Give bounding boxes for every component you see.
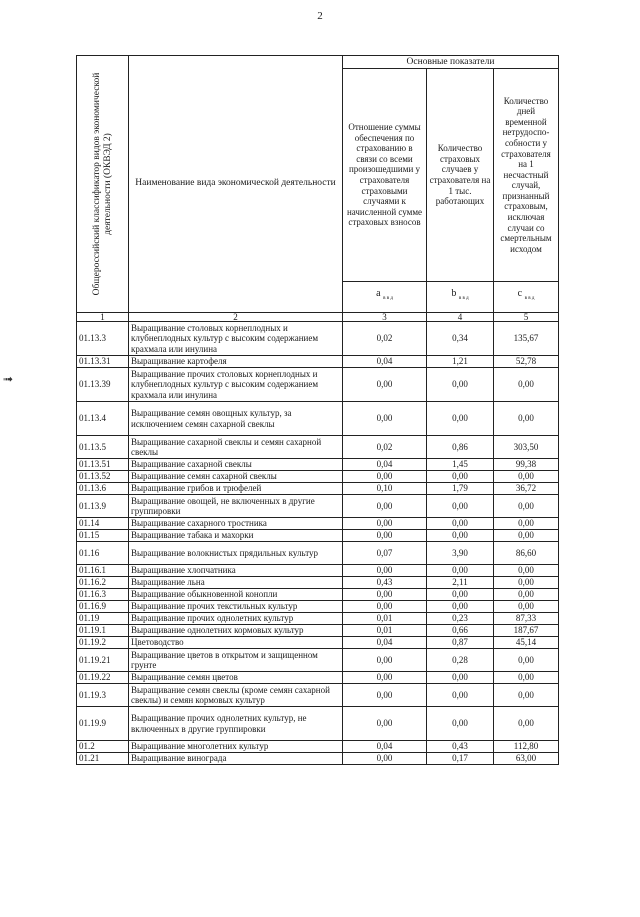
value-c: 99,38 xyxy=(494,459,559,471)
value-a: 0,02 xyxy=(343,436,427,459)
activity-name: Выращивание прочих текстильных культур xyxy=(129,601,343,613)
value-c: 0,00 xyxy=(494,368,559,402)
value-c: 0,00 xyxy=(494,672,559,684)
value-c: 112,80 xyxy=(494,741,559,753)
value-b: 0,23 xyxy=(427,613,494,625)
value-b: 0,66 xyxy=(427,625,494,637)
value-a: 0,00 xyxy=(343,589,427,601)
value-a: 0,00 xyxy=(343,649,427,672)
okved-code: 01.16.3 xyxy=(77,589,129,601)
value-b: 0,17 xyxy=(427,753,494,765)
main-indicators-header: Основные показатели xyxy=(343,56,559,69)
okved-code: 01.14 xyxy=(77,518,129,530)
table-row xyxy=(77,577,559,589)
okved-code: 01.16 xyxy=(77,542,129,565)
table-row xyxy=(77,495,559,518)
table-row xyxy=(77,589,559,601)
value-c: 187,67 xyxy=(494,625,559,637)
activity-name: Выращивание льна xyxy=(129,577,343,589)
value-a: 0,00 xyxy=(343,518,427,530)
okved-column-header-text: Общероссийский классификатор видов экономической деятельности (ОКВЭД 2) xyxy=(91,72,113,296)
value-a: 0,00 xyxy=(343,402,427,436)
okved-code: 01.13.4 xyxy=(77,402,129,436)
page-number: 2 xyxy=(317,10,323,22)
table-row xyxy=(77,625,559,637)
okved-code: 01.16.9 xyxy=(77,601,129,613)
table-row xyxy=(77,471,559,483)
activity-name-column-header: Наименование вида экономической деятельности xyxy=(129,56,343,313)
indicator-c-symbol: c $_{в в д}$ xyxy=(494,282,559,313)
value-a: 0,00 xyxy=(343,672,427,684)
value-c: 0,00 xyxy=(494,495,559,518)
value-c: 0,00 xyxy=(494,402,559,436)
table-row xyxy=(77,649,559,672)
activity-name: Выращивание семян сахарной свеклы xyxy=(129,471,343,483)
okved-code: 01.16.2 xyxy=(77,577,129,589)
indicator-a-symbol: a $_{в в д}$ xyxy=(343,282,427,313)
value-c: 63,00 xyxy=(494,753,559,765)
value-c: 135,67 xyxy=(494,322,559,356)
value-b: 0,86 xyxy=(427,436,494,459)
value-a: 0,43 xyxy=(343,577,427,589)
value-c: 86,60 xyxy=(494,542,559,565)
table-row xyxy=(77,542,559,565)
activity-name: Выращивание семян свеклы (кроме семян сахарной свеклы) и семян кормовых культур xyxy=(129,684,343,707)
value-b: 0,43 xyxy=(427,741,494,753)
okved-code: 01.19.22 xyxy=(77,672,129,684)
value-a: 0,00 xyxy=(343,495,427,518)
okved-code: 01.19.1 xyxy=(77,625,129,637)
table-row xyxy=(77,613,559,625)
value-a: 0,00 xyxy=(343,368,427,402)
value-a: 0,00 xyxy=(343,601,427,613)
activity-name: Выращивание семян овощных культур, за исключением семян сахарной свеклы xyxy=(129,402,343,436)
activity-name: Выращивание картофеля xyxy=(129,356,343,368)
value-b: 0,28 xyxy=(427,649,494,672)
value-b: 0,00 xyxy=(427,565,494,577)
value-b: 0,00 xyxy=(427,601,494,613)
margin-arrow-mark: ➟ xyxy=(3,372,14,386)
value-b: 0,00 xyxy=(427,518,494,530)
value-b: 0,87 xyxy=(427,637,494,649)
value-b: 3,90 xyxy=(427,542,494,565)
value-a: 0,04 xyxy=(343,741,427,753)
okved-code: 01.19.21 xyxy=(77,649,129,672)
value-b: 0,00 xyxy=(427,530,494,542)
activity-name: Выращивание столовых корнеплодных и клубнеплодных культур с высоким содержанием крахмала или инулина xyxy=(129,322,343,356)
value-a: 0,00 xyxy=(343,707,427,741)
okved-code: 01.2 xyxy=(77,741,129,753)
value-c: 0,00 xyxy=(494,707,559,741)
activity-name: Цветоводство xyxy=(129,637,343,649)
activity-name: Выращивание семян цветов xyxy=(129,672,343,684)
okved-code: 01.13.31 xyxy=(77,356,129,368)
activity-name: Выращивание прочих столовых корнеплодных и клубнеплодных культур с высоким содержанием крахмала или инулина xyxy=(129,368,343,402)
indicator-a-header: Отношение суммы обеспечения по страхованию в связи со всеми произошедшими у страхователя страховыми случаями к начисленной сумме страховых взносов xyxy=(343,69,427,282)
value-c: 45,14 xyxy=(494,637,559,649)
table-row xyxy=(77,753,559,765)
okved-code: 01.19 xyxy=(77,613,129,625)
value-a: 0,04 xyxy=(343,637,427,649)
okved-code: 01.13.9 xyxy=(77,495,129,518)
activity-name: Выращивание винограда xyxy=(129,753,343,765)
table-row xyxy=(77,436,559,459)
value-b: 0,00 xyxy=(427,368,494,402)
table-row xyxy=(77,402,559,436)
value-b: 1,45 xyxy=(427,459,494,471)
activity-name: Выращивание сахарной свеклы xyxy=(129,459,343,471)
activity-name: Выращивание цветов в открытом и защищенном грунте xyxy=(129,649,343,672)
table-row xyxy=(77,459,559,471)
okved-code: 01.21 xyxy=(77,753,129,765)
value-b: 2,11 xyxy=(427,577,494,589)
okved-code: 01.13.6 xyxy=(77,483,129,495)
okved-code: 01.19.9 xyxy=(77,707,129,741)
indicator-b-symbol: b $_{в в д}$ xyxy=(427,282,494,313)
table-row xyxy=(77,741,559,753)
value-c: 303,50 xyxy=(494,436,559,459)
okved-code: 01.19.3 xyxy=(77,684,129,707)
activity-name: Выращивание обыкновенной конопли xyxy=(129,589,343,601)
okved-code: 01.13.52 xyxy=(77,471,129,483)
okved-code: 01.19.2 xyxy=(77,637,129,649)
value-a: 0,04 xyxy=(343,459,427,471)
okved-code: 01.13.39 xyxy=(77,368,129,402)
table-row xyxy=(77,684,559,707)
value-c: 0,00 xyxy=(494,530,559,542)
value-a: 0,01 xyxy=(343,613,427,625)
activity-name: Выращивание многолетних культур xyxy=(129,741,343,753)
indicators-table xyxy=(76,55,559,765)
table-row xyxy=(77,707,559,741)
column-number: 2 xyxy=(129,313,343,322)
table-row xyxy=(77,565,559,577)
activity-name: Выращивание однолетних кормовых культур xyxy=(129,625,343,637)
value-a: 0,00 xyxy=(343,565,427,577)
table-row xyxy=(77,322,559,356)
table-row xyxy=(77,637,559,649)
okved-code: 01.13.5 xyxy=(77,436,129,459)
value-c: 0,00 xyxy=(494,577,559,589)
value-b: 0,00 xyxy=(427,707,494,741)
activity-name: Выращивание прочих однолетних культур, не включенных в другие группировки xyxy=(129,707,343,741)
value-b: 0,00 xyxy=(427,495,494,518)
indicator-b-header: Количество страховых случаев у страхователя на 1 тыс. работающих xyxy=(427,69,494,282)
okved-code: 01.16.1 xyxy=(77,565,129,577)
value-b: 0,34 xyxy=(427,322,494,356)
value-c: 0,00 xyxy=(494,684,559,707)
value-a: 0,04 xyxy=(343,356,427,368)
value-c: 0,00 xyxy=(494,601,559,613)
value-b: 0,00 xyxy=(427,672,494,684)
activity-name: Выращивание сахарного тростника xyxy=(129,518,343,530)
okved-code: 01.15 xyxy=(77,530,129,542)
value-a: 0,00 xyxy=(343,471,427,483)
value-a: 0,00 xyxy=(343,530,427,542)
value-c: 0,00 xyxy=(494,471,559,483)
value-c: 87,33 xyxy=(494,613,559,625)
value-c: 0,00 xyxy=(494,565,559,577)
activity-name: Выращивание овощей, не включенных в другие группировки xyxy=(129,495,343,518)
value-c: 0,00 xyxy=(494,649,559,672)
value-a: 0,00 xyxy=(343,753,427,765)
value-a: 0,07 xyxy=(343,542,427,565)
value-a: 0,00 xyxy=(343,684,427,707)
table-row xyxy=(77,356,559,368)
value-c: 0,00 xyxy=(494,589,559,601)
indicator-c-header: Количество дней временной нетрудоспо-собности у страхователя на 1 несчастный случай, признанный страховым, исключая случаи со смертельным исходом xyxy=(494,69,559,282)
value-c: 0,00 xyxy=(494,518,559,530)
okved-column-header xyxy=(77,56,129,313)
table-row xyxy=(77,483,559,495)
value-b: 0,00 xyxy=(427,402,494,436)
activity-name: Выращивание табака и махорки xyxy=(129,530,343,542)
value-b: 0,00 xyxy=(427,684,494,707)
okved-code: 01.13.51 xyxy=(77,459,129,471)
activity-name: Выращивание прочих однолетних культур xyxy=(129,613,343,625)
activity-name: Выращивание грибов и трюфелей xyxy=(129,483,343,495)
table-row xyxy=(77,518,559,530)
column-number: 3 xyxy=(343,313,427,322)
table-row xyxy=(77,672,559,684)
value-a: 0,02 xyxy=(343,322,427,356)
table-row xyxy=(77,368,559,402)
table-row xyxy=(77,601,559,613)
column-number: 5 xyxy=(494,313,559,322)
value-b: 0,00 xyxy=(427,471,494,483)
table-row xyxy=(77,530,559,542)
value-a: 0,01 xyxy=(343,625,427,637)
activity-name: Выращивание сахарной свеклы и семян сахарной свеклы xyxy=(129,436,343,459)
value-c: 36,72 xyxy=(494,483,559,495)
value-b: 0,00 xyxy=(427,589,494,601)
activity-name: Выращивание волокнистых прядильных культур xyxy=(129,542,343,565)
value-b: 1,79 xyxy=(427,483,494,495)
column-number: 4 xyxy=(427,313,494,322)
activity-name: Выращивание хлопчатника xyxy=(129,565,343,577)
value-c: 52,78 xyxy=(494,356,559,368)
value-a: 0,10 xyxy=(343,483,427,495)
value-b: 1,21 xyxy=(427,356,494,368)
column-number: 1 xyxy=(77,313,129,322)
okved-code: 01.13.3 xyxy=(77,322,129,356)
